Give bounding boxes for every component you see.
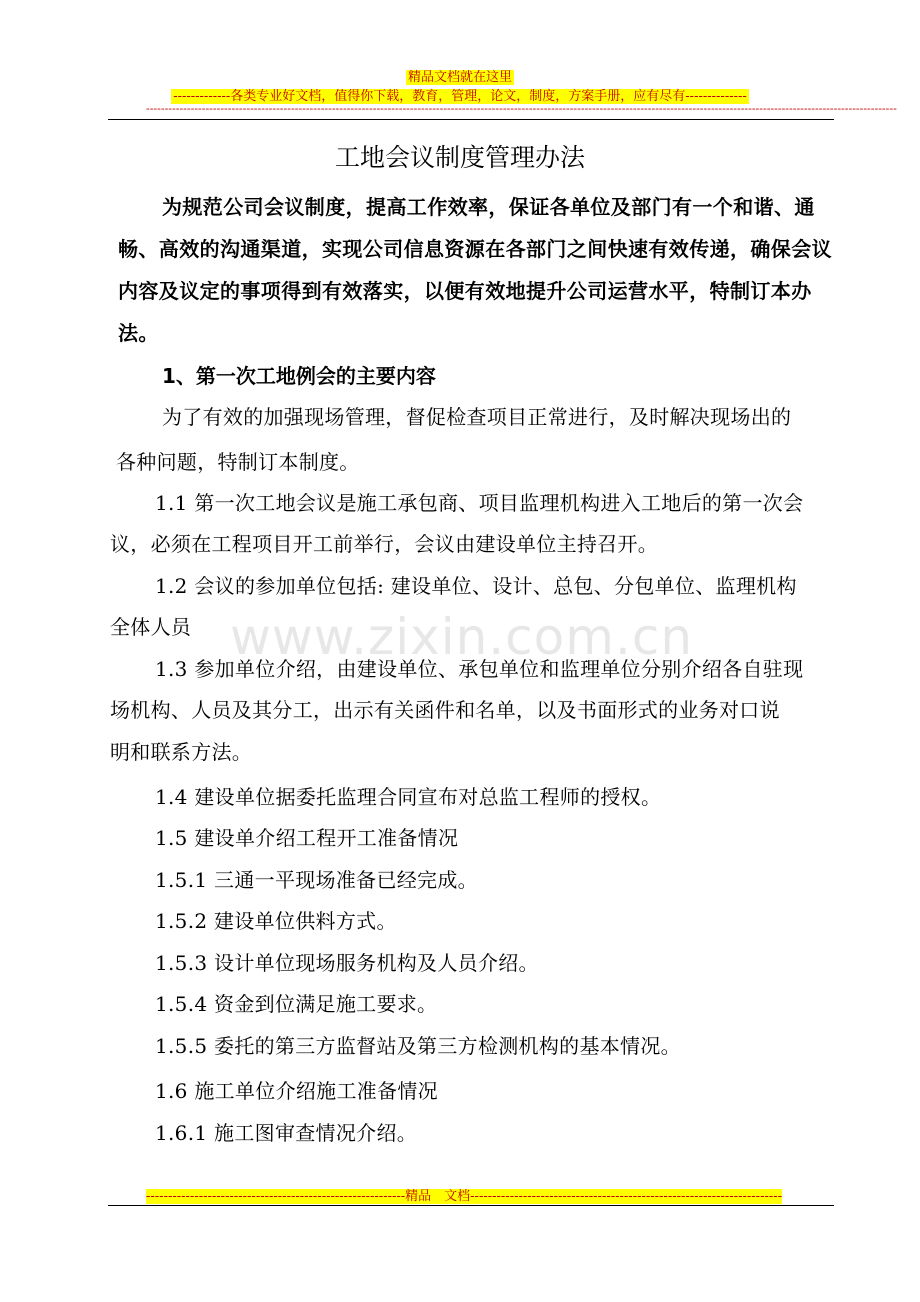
paragraph-line: 1.5.1 三通一平现场准备已经完成。 [155,868,478,892]
paragraph-line: 全体人员 [110,615,192,639]
footer-text: -----------------------------------------------------------精品 文档----------------------------------------------------------------------- [146,1189,783,1204]
paragraph-line: 议，必须在工程项目开工前举行，会议由建设单位主持召开。 [110,532,659,556]
paragraph-line: 1.5.3 设计单位现场服务机构及人员介绍。 [155,951,539,975]
paragraph-line: 1.5.2 建设单位供料方式。 [155,909,397,933]
footer-banner [146,1185,798,1205]
header-site-title-text: 精品文档就在这里 [407,70,512,85]
paragraph-line: 1.5.4 资金到位满足施工要求。 [155,992,438,1016]
paragraph-line: 明和联系方法。 [110,740,253,764]
paragraph-line: 各种问题，特制订本制度。 [116,450,360,474]
header-dash-line: ---------------------------------------------------------------------------------------------------------------------------------------------------------------------------------------------------------- [146,102,897,115]
paragraph-line: 1.1 第一次工地会议是施工承包商、项目监理机构进入工地后的第一次会 [155,491,804,515]
footer-rule [108,1205,834,1206]
paragraph-line: 1.5.5 委托的第三方监督站及第三方检测机构的基本情况。 [155,1034,681,1058]
document-title: 工地会议制度管理办法 [334,143,585,172]
paragraph-line: 1.6 施工单位介绍施工准备情况 [155,1079,438,1103]
header-site-title [0,66,920,85]
paragraph-line: 1.6.1 施工图审查情况介绍。 [155,1121,418,1145]
paragraph-line: 1.4 建设单位据委托监理合同宣布对总监工程师的授权。 [155,785,662,809]
watermark: www.zixin.com.cn [230,608,694,666]
header-rule [108,119,834,120]
intro-paragraph: 为规范公司会议制度，提高工作效率，保证各单位及部门有一个和谐、通畅、高效的沟通渠道，实现公司信息资源在各部门之间快速有效传递，确保会议内容及议定的事项得到有效落实，以便有效地提升公司运营水平，特制订本办法。 [118,195,832,345]
paragraph-line: 1.2 会议的参加单位包括: 建设单位、设计、总包、分包单位、监理机构 [155,574,797,598]
paragraph-line: 为了有效的加强现场管理，督促检查项目正常进行，及时解决现场出的 [162,405,792,429]
paragraph-line: 1.3 参加单位介绍，由建设单位、承包单位和监理单位分别介绍各自驻现 [155,657,804,681]
paragraph-line: 场机构、人员及其分工，出示有关函件和名单，以及书面形式的业务对口说 [110,698,780,722]
section-heading: 1、第一次工地例会的主要内容 [162,364,436,388]
paragraph-line: 1.5 建设单介绍工程开工准备情况 [155,826,459,850]
header-slogan-text: -------------各类专业好文档，值得你下载，教育，管理，论文，制度，方案手册，应有尽有-------------- [173,89,747,104]
